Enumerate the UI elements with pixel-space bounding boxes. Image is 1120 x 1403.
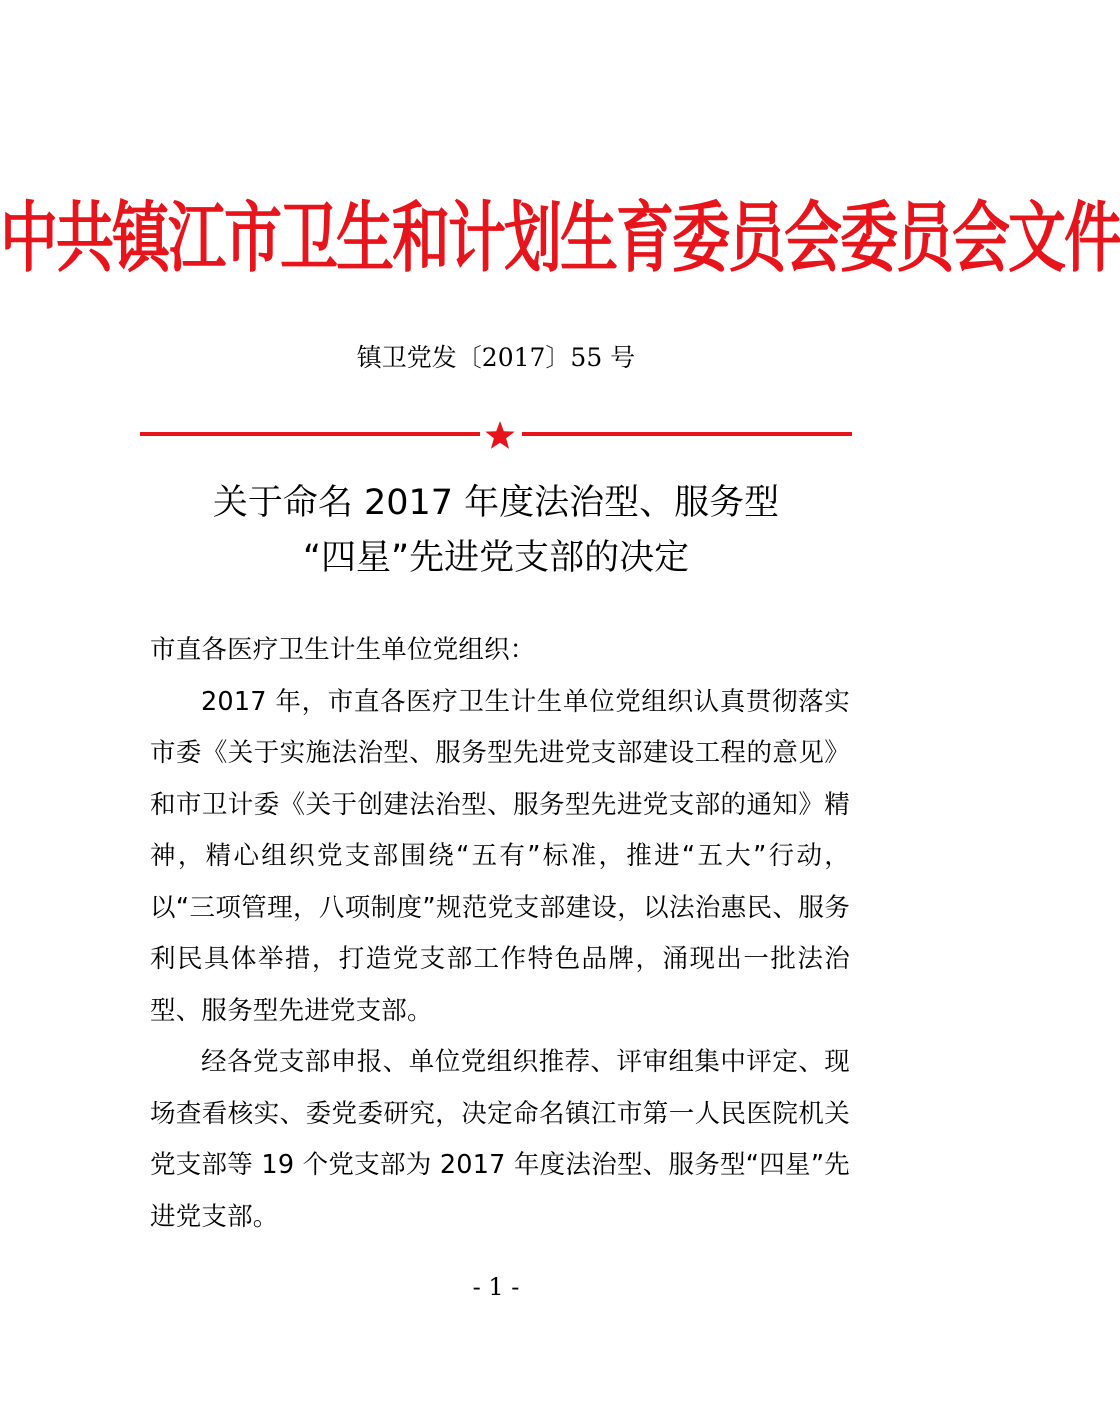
page-number: - 1 - (472, 1273, 520, 1301)
masthead-title: 中共镇江市卫生和计划生育委员会委员会文件 (0, 193, 1120, 283)
star-icon (484, 420, 516, 450)
body-paragraph-1: 2017 年，市直各医疗卫生计生单位党组织认真贯彻落实市委《关于实施法治型、服务型先进党支部建设工程的意见》和市卫计委《关于创建法治型、服务型先进党支部的通知》精神，精心组织党支部围绕“五有”标准，推进“五大”行动，以“三项管理，八项制度”规范党支部建设，以法治惠民、服务利民具体举措，打造党支部工作特色品牌，涌现出一批法治型、服务型先进党支部。 (150, 686, 850, 1026)
document-number: 镇卫党发〔2017〕55 号 (356, 343, 636, 372)
red-divider (0, 420, 992, 450)
title-line-1: 关于命名 2017 年度法治型、服务型 (212, 483, 780, 523)
divider-line-right (522, 432, 852, 436)
salutation: 市直各医疗卫生计生单位党组织： (150, 635, 536, 665)
title-line-2: “四星”先进党支部的决定 (302, 538, 690, 578)
document-body (150, 625, 850, 1243)
body-paragraph-2: 经各党支部申报、单位党组织推荐、评审组集中评定、现场查看核实、委党委研究，决定命名镇江市第一人民医院机关党支部等 19 个党支部为 2017 年度法治型、服务型“四星”先进党支部。 (150, 1047, 850, 1232)
divider-line-left (140, 432, 480, 436)
document-title (0, 476, 992, 586)
